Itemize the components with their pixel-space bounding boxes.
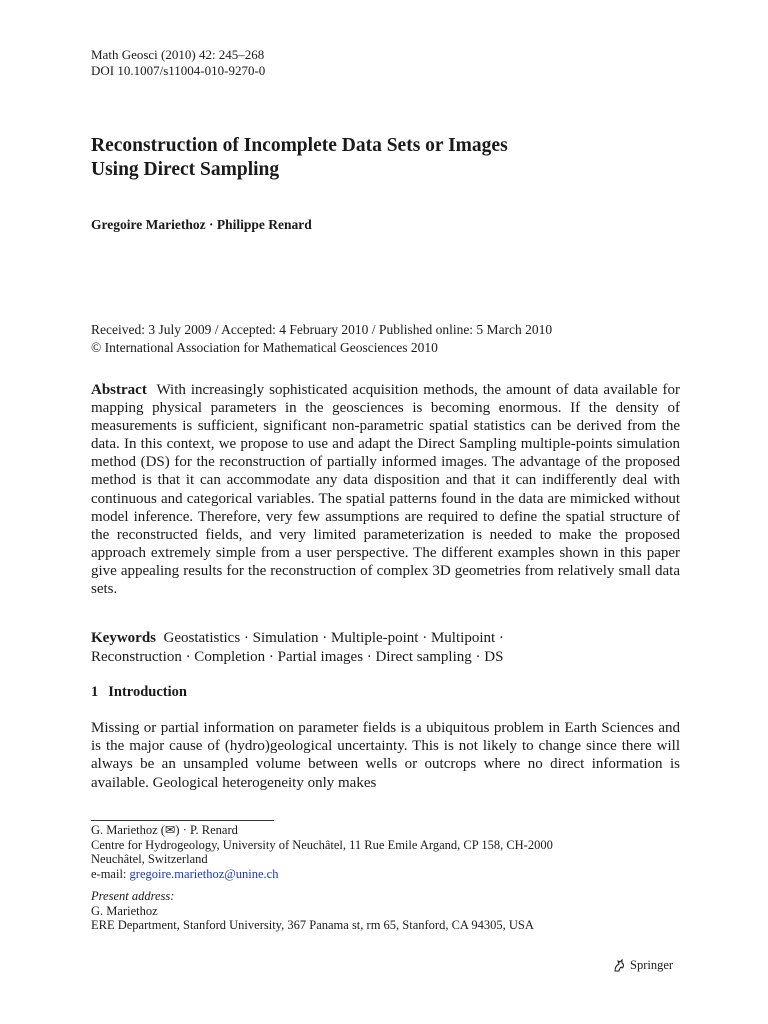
authors: Gregoire Mariethoz · Philippe Renard xyxy=(91,217,312,232)
paper-title xyxy=(91,134,691,182)
copyright-line: © International Association for Mathematical Geosciences 2010 xyxy=(91,340,438,355)
intro-paragraph: Missing or partial information on parameter fields is a ubiquitous problem in Earth Sciences and is the major cause of (hydro)geological uncertainty. This is not likely to change since there will always be an unsampled volume between wells or outcrops where no direct information is available. Geological heterogeneity only makes xyxy=(91,720,680,791)
doi: DOI 10.1007/s11004-010-9270-0 xyxy=(91,63,266,78)
section-heading xyxy=(91,684,187,701)
present-address-label: Present address: xyxy=(91,889,175,903)
keywords xyxy=(91,629,680,666)
abstract xyxy=(91,381,680,598)
title-line-1: Reconstruction of Incomplete Data Sets or Images xyxy=(91,135,508,156)
present-address-line: ERE Department, Stanford University, 367 Panama st, rm 65, Stanford, CA 94305, USA xyxy=(91,918,534,933)
abstract-label: Abstract xyxy=(91,382,147,398)
email-label: e-mail: xyxy=(91,866,127,881)
footnote-divider xyxy=(91,820,274,821)
received-accepted-line: Received: 3 July 2009 / Accepted: 4 February 2010 / Published online: 5 March 2010 xyxy=(91,322,553,337)
abstract-text: With increasingly sophisticated acquisition methods, the amount of data available for mapping physical parameters in the geosciences is becoming enormous. If the density of measurements is sufficient, significant non-parametric spatial statistics can be derived from the data. In this context, we propose to use and adapt the Direct Sampling multiple-points simulation method (DS) for the reconstruction of partially informed images. The advantage of the proposed method is that it can accommodate any data disposition and that it can indifferently deal with continuous and categorical variables. The spatial patterns found in the data are mimicked without model inference. Therefore, very few assumptions are required to define the spatial structure of the reconstructed fields, and very limited parameterization is needed to make the proposed approach extremely simple from a user perspective. The different examples shown in this paper give appealing results for the reconstruction of complex 3D geometries from relatively small data sets. xyxy=(91,382,681,598)
publication-dates xyxy=(91,321,552,357)
author-footnote xyxy=(91,823,691,881)
present-address-name: G. Mariethoz xyxy=(91,903,158,918)
email-line xyxy=(91,867,691,882)
affiliation-line-2: Neuchâtel, Switzerland xyxy=(91,852,208,867)
email-link[interactable]: gregoire.mariethoz@unine.ch xyxy=(129,866,279,881)
springer-label: Springer xyxy=(630,958,674,972)
title-line-2: Using Direct Sampling xyxy=(91,159,280,180)
springer-horse-icon xyxy=(612,959,626,973)
section-title: Introduction xyxy=(108,684,187,700)
keywords-line-1: Geostatistics · Simulation · Multiple-point · Multipoint · xyxy=(163,630,504,646)
journal-header xyxy=(91,47,265,79)
keywords-label: Keywords xyxy=(91,630,156,646)
section-number: 1 xyxy=(91,684,99,700)
present-address xyxy=(91,889,691,933)
keywords-line-2: Reconstruction · Completion · Partial images · Direct sampling · DS xyxy=(91,648,504,665)
affiliation-line-1: Centre for Hydrogeology, University of Neuchâtel, 11 Rue Emile Argand, CP 158, CH-2000 xyxy=(91,837,553,852)
journal-citation: Math Geosci (2010) 42: 245–268 xyxy=(91,47,265,62)
footnote-authors: G. Mariethoz (✉) · P. Renard xyxy=(91,823,238,837)
publisher-mark xyxy=(612,958,673,973)
